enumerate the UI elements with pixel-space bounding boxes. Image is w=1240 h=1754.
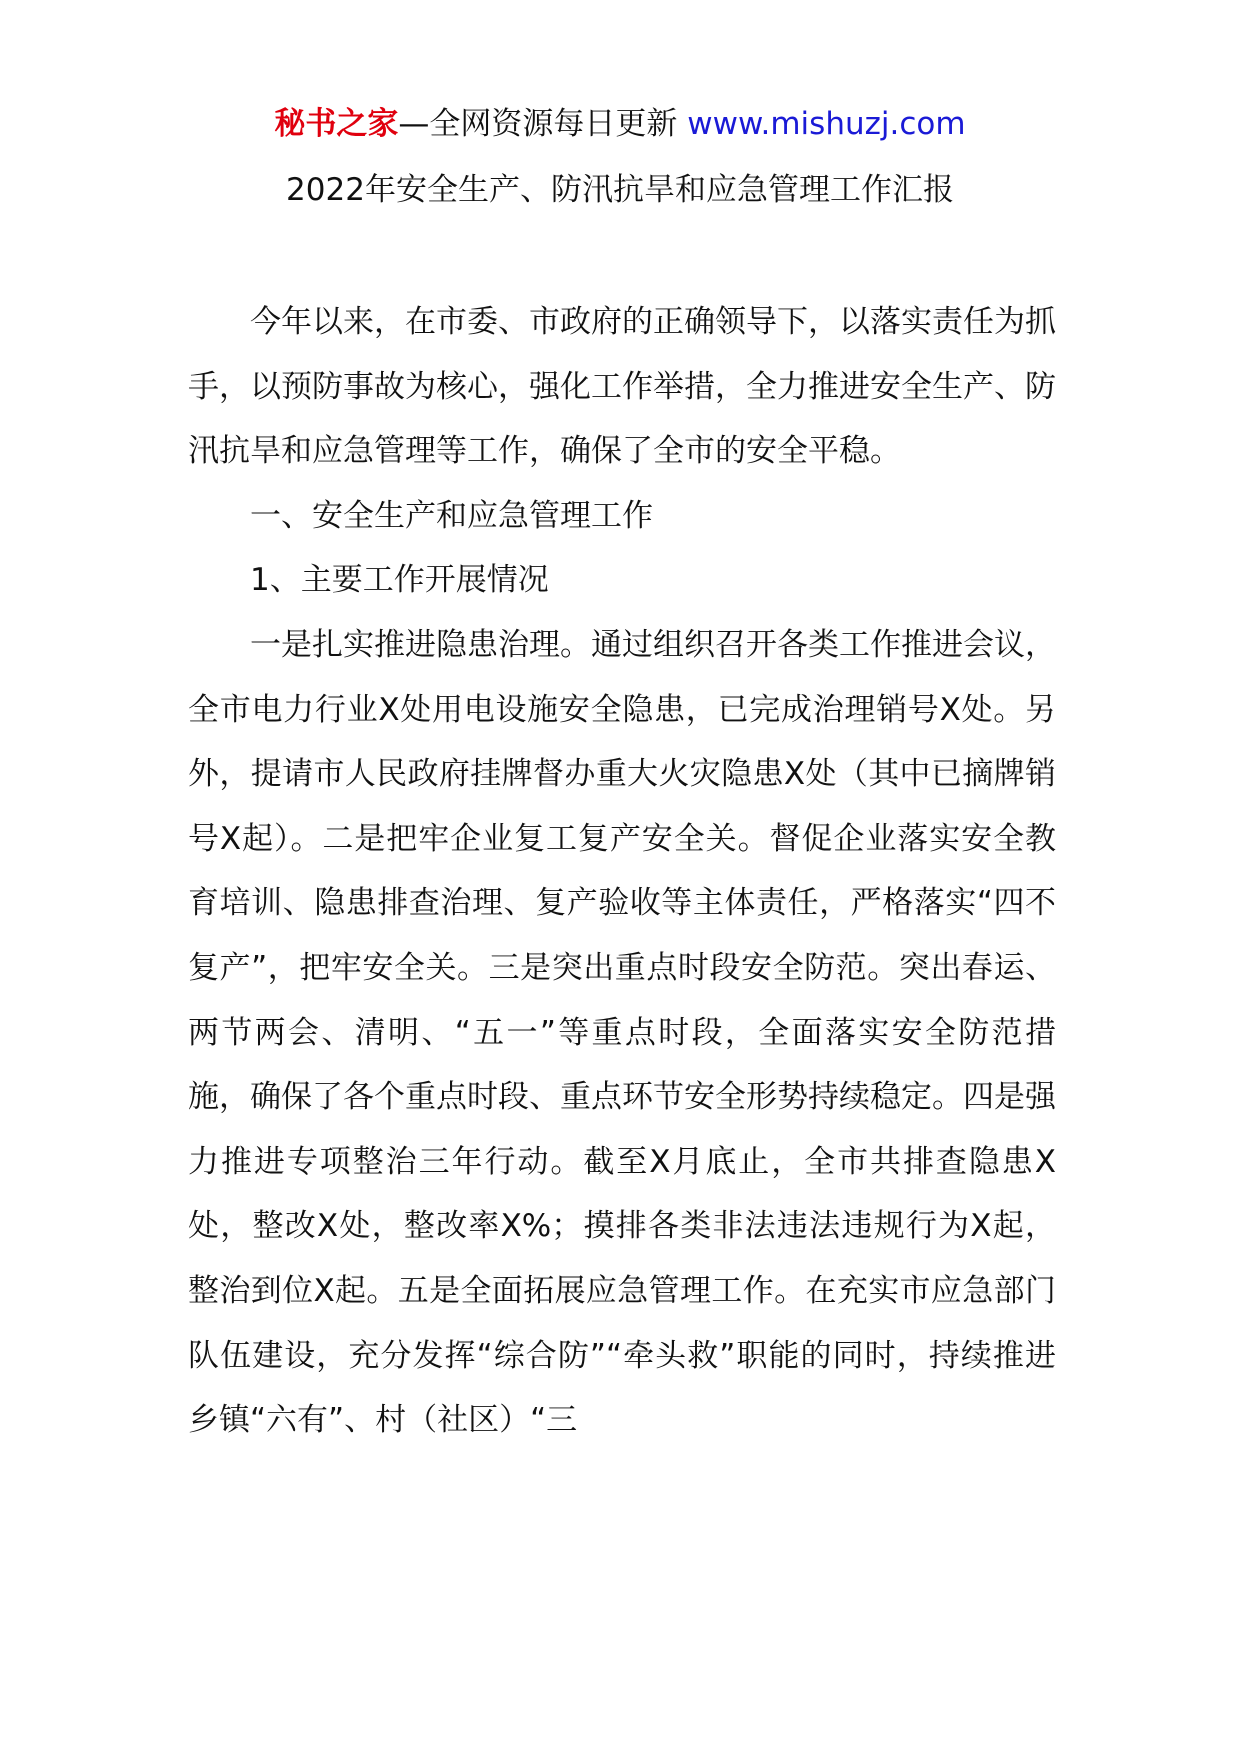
document-title: 2022年安全生产、防汛抗旱和应急管理工作汇报 — [286, 172, 954, 208]
document-body — [188, 290, 1056, 1453]
subsection-heading: 1、主要工作开展情况 — [250, 562, 549, 599]
section-heading: 一、安全生产和应急管理工作 — [250, 497, 653, 534]
subsection-paragraph: 一是扎实推进隐患治理。通过组织召开各类工作推进会议，全市电力行业X处用电设施安全隐患，已完成治理销号X处。另外，提请市人民政府挂牌督办重大火灾隐患X处（其中已摘牌销号X起）。二是把牢企业复工复产安全关。督促企业落实安全教育培训、隐患排查治理、复产验收等主体责任，严格落实“四不复产”，把牢安全关。三是突出重点时段安全防范。突出春运、两节两会、清明、“五一”等重点时段，全面落实安全防范措施，确保了各个重点时段、重点环节安全形势持续稳定。四是强力推进专项整治三年行动。截至X月底止，全市共排查隐患X处，整改X处，整改率X%；摸排各类非法违法违规行为X起，整治到位X起。五是全面拓展应急管理工作。在充实市应急部门队伍建设，充分发挥“综合防”“牵头救”职能的同时，持续推进乡镇“六有”、村（社区）“三 — [188, 626, 1056, 1439]
site-url-link[interactable]: www.mishuzj.com — [687, 106, 966, 142]
site-name: 秘书之家 — [274, 106, 399, 142]
intro-paragraph: 今年以来，在市委、市政府的正确领导下，以落实责任为抓手，以预防事故为核心，强化工作举措，全力推进安全生产、防汛抗旱和应急管理等工作，确保了全市的安全平稳。 — [188, 304, 1056, 470]
site-banner — [0, 100, 1240, 148]
site-tagline: —全网资源每日更新 — [398, 106, 688, 142]
